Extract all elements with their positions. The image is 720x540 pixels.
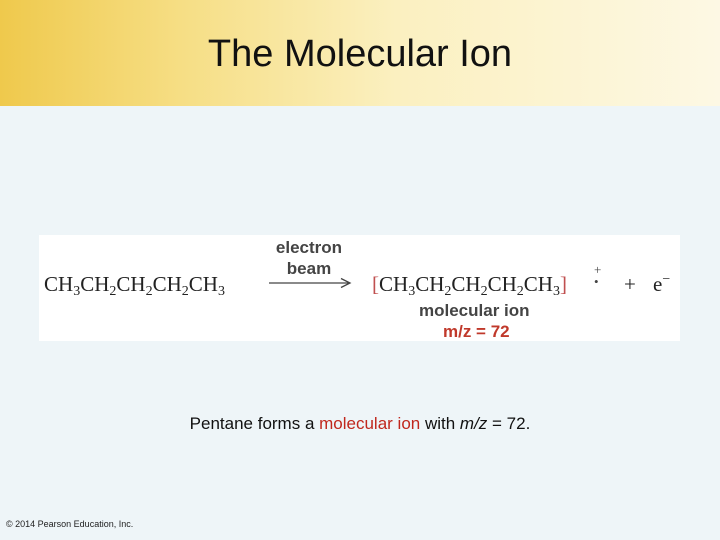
electron-symbol — [653, 272, 670, 297]
formula-subscript: 3 — [552, 284, 560, 299]
formula-subscript: 2 — [145, 284, 153, 299]
open-bracket: [ — [372, 272, 379, 296]
formula-part: CH — [116, 272, 146, 296]
plus-sign: + — [624, 272, 636, 296]
copyright-notice: © 2014 Pearson Education, Inc. — [6, 519, 134, 529]
formula-subscript: 3 — [217, 284, 225, 299]
radical-cation-marker — [594, 262, 601, 290]
formula-part: CH — [152, 272, 182, 296]
electron-charge: − — [662, 272, 671, 287]
formula-subscript: 3 — [73, 284, 81, 299]
product-formula — [372, 272, 567, 297]
formula-part: CH — [188, 272, 218, 296]
arrow-label-electron: electron — [275, 238, 343, 257]
slide-title: The Molecular Ion — [207, 33, 513, 75]
formula-subscript: 2 — [181, 284, 189, 299]
formula-subscript: 2 — [516, 284, 524, 299]
caption-highlight: molecular ion — [319, 414, 421, 433]
radical-dot: • — [594, 274, 599, 289]
formula-part: CH — [80, 272, 110, 296]
caption-text: = 72. — [487, 414, 531, 433]
reaction-arrow-icon — [269, 277, 353, 289]
formula-part: CH — [415, 272, 445, 296]
caption-text: Pentane forms a — [189, 414, 320, 433]
formula-part: CH — [44, 272, 74, 296]
caption-mz: m/z — [459, 414, 488, 433]
electron-letter: e — [653, 272, 663, 296]
reactant-formula — [44, 272, 225, 297]
arrow-label-beam: beam — [286, 259, 332, 278]
close-bracket: ] — [559, 272, 567, 296]
formula-subscript: 2 — [480, 284, 488, 299]
formula-part: CH — [451, 272, 481, 296]
molecular-ion-label: molecular ion — [419, 301, 530, 320]
formula-part: CH — [487, 272, 517, 296]
caption — [0, 414, 720, 434]
formula-subscript: 2 — [109, 284, 117, 299]
formula-part: CH — [523, 272, 553, 296]
caption-text: with — [420, 414, 460, 433]
formula-part: CH — [379, 272, 409, 296]
reaction-figure — [39, 235, 680, 341]
positive-charge: + — [594, 262, 602, 277]
formula-subscript: 2 — [444, 284, 452, 299]
mz-label: m/z = 72 — [443, 322, 510, 341]
formula-subscript: 3 — [408, 284, 416, 299]
